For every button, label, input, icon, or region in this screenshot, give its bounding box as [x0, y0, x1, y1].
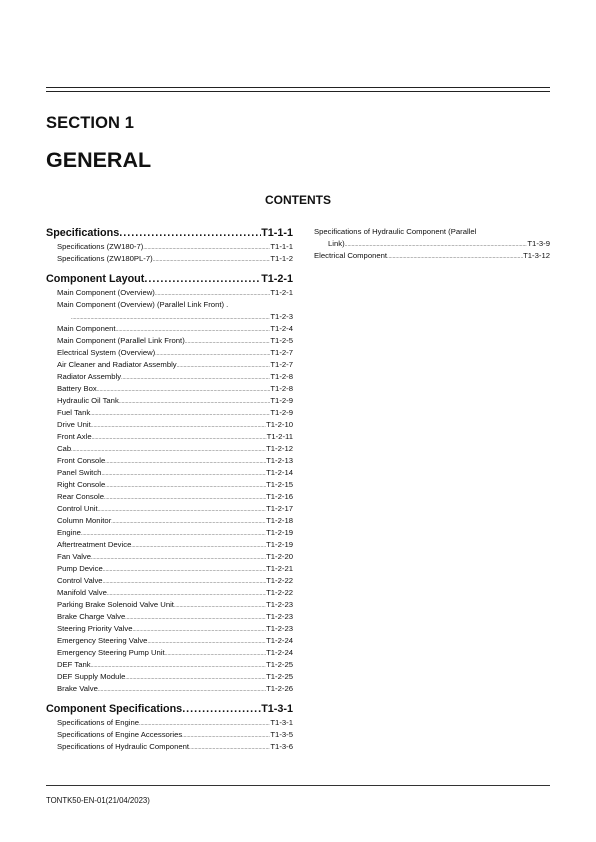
toc-entry-label: Panel Switch [57, 468, 102, 477]
toc-entry-page: T1-2-23 [266, 600, 293, 609]
toc-entry[interactable] [314, 226, 550, 250]
toc-entry[interactable] [57, 419, 293, 431]
dot-leader [98, 504, 266, 516]
dot-leader [143, 242, 270, 254]
toc-entry[interactable] [57, 335, 293, 347]
toc-entry-page: T1-2-18 [266, 516, 293, 525]
dot-leader [105, 480, 266, 492]
toc-entry-label: Front Console [57, 456, 106, 465]
contents-heading-text: CONTENTS [265, 193, 331, 207]
dot-leader [125, 612, 266, 624]
dot-leader [182, 730, 270, 742]
toc-entry[interactable] [57, 359, 293, 371]
dot-leader [91, 420, 266, 432]
toc-entry-page: T1-2-20 [266, 552, 293, 561]
dot-leader [105, 456, 266, 468]
toc-entry-label: Fan Valve [57, 552, 92, 561]
toc-group-page: T1-2-1 [261, 273, 293, 285]
toc-entry-label-continued: Link) [328, 239, 345, 248]
toc-entry-label: Specifications (ZW180PL-7) [57, 254, 153, 263]
toc-entry[interactable] [57, 611, 293, 623]
toc-entry[interactable] [57, 539, 293, 551]
toc-entry-label: Specifications of Engine [57, 718, 140, 727]
toc-entry-page: T1-2-24 [266, 648, 293, 657]
toc-entry-page: T1-2-22 [266, 588, 293, 597]
toc-entry[interactable] [57, 623, 293, 635]
toc-entry[interactable] [57, 635, 293, 647]
dot-leader [103, 564, 266, 576]
toc-entry-label: Main Component (Overview) (Parallel Link Front) . [57, 300, 229, 309]
toc-entry-label: Specifications (ZW180-7) [57, 242, 144, 251]
toc-entry-label: Right Console [57, 480, 106, 489]
toc-entry-page: T1-1-1 [270, 242, 293, 251]
dot-leader [132, 624, 266, 636]
toc-entry-page: T1-2-11 [266, 432, 293, 441]
dot-leader [189, 742, 270, 754]
toc-entry[interactable] [57, 395, 293, 407]
dot-leader [182, 701, 261, 717]
toc-entry[interactable] [57, 647, 293, 659]
toc-entry-label: Brake Charge Valve [57, 612, 126, 621]
dot-leader [111, 516, 266, 528]
dot-leader [387, 251, 523, 263]
toc-entry-label: Specifications of Hydraulic Component (Parallel [314, 227, 477, 236]
dot-leader [165, 648, 266, 660]
toc-entry[interactable] [57, 241, 293, 253]
toc-entry-page: T1-2-9 [270, 396, 293, 405]
dot-leader [144, 271, 261, 287]
toc-entry-label: Steering Priority Valve [57, 624, 133, 633]
toc-group-title: Specifications [46, 227, 120, 239]
toc-entry-page: T1-2-17 [266, 504, 293, 513]
toc-entry[interactable] [57, 599, 293, 611]
dot-leader [92, 432, 267, 444]
toc-group-title: Component Layout [46, 273, 145, 285]
dot-leader [177, 360, 271, 372]
toc-group [46, 701, 293, 753]
toc-entry[interactable] [57, 407, 293, 419]
toc-entry-page: T1-2-19 [266, 540, 293, 549]
toc-entry-page: T1-2-24 [266, 636, 293, 645]
toc-group-heading[interactable] [46, 271, 293, 287]
toc-entry-label: DEF Supply Module [57, 672, 126, 681]
dot-leader [174, 600, 266, 612]
toc-entry-label: Main Component (Parallel Link Front) [57, 336, 185, 345]
toc-entry-page: T1-2-7 [270, 348, 293, 357]
toc-entry-continuation [314, 238, 550, 250]
toc-group [46, 271, 293, 695]
toc-group-heading[interactable] [46, 701, 293, 717]
toc-entry[interactable] [57, 587, 293, 599]
toc-entry-page: T1-2-10 [266, 420, 293, 429]
toc-entry-label: Emergency Steering Valve [57, 636, 148, 645]
toc-entry-label: Control Valve [57, 576, 103, 585]
toc-entry-label: Fuel Tank [57, 408, 91, 417]
toc-group-page: T1-3-1 [261, 703, 293, 715]
toc-entry[interactable] [57, 659, 293, 671]
toc-entry[interactable] [57, 491, 293, 503]
toc-entry[interactable] [57, 515, 293, 527]
dot-leader [153, 254, 271, 266]
toc-entry-page: T1-2-8 [270, 372, 293, 381]
toc-entry-label: Radiator Assembly [57, 372, 122, 381]
toc-entry-label: Control Unit [57, 504, 98, 513]
dot-leader [103, 576, 267, 588]
toc-entry[interactable] [57, 467, 293, 479]
toc-entry-label: Electrical System (Overview) [57, 348, 156, 357]
toc-group-title: Component Specifications [46, 703, 183, 715]
toc-entry[interactable] [57, 287, 293, 299]
toc-entry[interactable] [57, 683, 293, 695]
toc-group [46, 225, 293, 265]
toc-entry-label: Air Cleaner and Radiator Assembly [57, 360, 177, 369]
toc-entry[interactable] [57, 443, 293, 455]
toc-entry-page: T1-2-23 [266, 624, 293, 633]
toc-entry[interactable] [57, 371, 293, 383]
footer-rule [46, 785, 550, 786]
toc-entry[interactable] [57, 455, 293, 467]
toc-entry-page: T1-2-22 [266, 576, 293, 585]
toc-entry-label: Manifold Valve [57, 588, 107, 597]
toc-entry-page: T1-2-1 [270, 288, 293, 297]
toc-entry[interactable] [57, 575, 293, 587]
toc-entry-label: Column Monitor [57, 516, 112, 525]
toc-entry[interactable] [57, 299, 293, 323]
toc-entry[interactable] [57, 717, 293, 729]
toc-entry-label: Specifications of Engine Accessories [57, 730, 183, 739]
toc-entry-label: Rear Console [57, 492, 105, 501]
dot-leader [147, 636, 266, 648]
dot-leader [125, 672, 266, 684]
page-title: GENERAL [46, 148, 152, 172]
toc-entry-label: Emergency Steering Pump Unit [57, 648, 165, 657]
toc-entry-page: T1-2-25 [266, 660, 293, 669]
toc-entry[interactable] [57, 551, 293, 563]
toc-entry-label: Parking Brake Solenoid Valve Unit [57, 600, 174, 609]
toc-entry[interactable] [57, 253, 293, 265]
toc-entry-page: T1-2-5 [270, 336, 293, 345]
toc-left-column [46, 225, 293, 759]
toc-entry-label: Front Axle [57, 432, 92, 441]
dot-leader [90, 408, 270, 420]
toc-entry-page: T1-2-26 [266, 684, 293, 693]
toc-entry-label: Specifications of Hydraulic Component [57, 742, 190, 751]
toc-entry-page: T1-2-14 [266, 468, 293, 477]
toc-entry-list [46, 717, 293, 753]
toc-entry-label: Drive Unit [57, 420, 91, 429]
toc-entry[interactable] [57, 431, 293, 443]
section-label: SECTION 1 [46, 114, 135, 132]
toc-entry-label: Battery Box [57, 384, 97, 393]
header-rule-bottom [46, 91, 550, 92]
header-rule-top [46, 87, 550, 88]
toc-entry-page: T1-1-2 [270, 254, 293, 263]
dot-leader [185, 336, 271, 348]
toc-entry-page: T1-2-19 [266, 528, 293, 537]
toc-entry[interactable] [57, 527, 293, 539]
toc-entry-page: T1-2-23 [266, 612, 293, 621]
toc-entry-label: Main Component (Overview) [57, 288, 155, 297]
toc-entry[interactable] [57, 741, 293, 753]
toc-entry-page: T1-2-13 [266, 456, 293, 465]
toc-entry-page: T1-2-8 [270, 384, 293, 393]
toc-entry[interactable] [57, 383, 293, 395]
toc-entry[interactable] [314, 250, 550, 262]
toc-entry-label: Main Component [57, 324, 116, 333]
toc-right-column [314, 226, 550, 262]
toc-entry-label: Brake Valve [57, 684, 98, 693]
toc-entry-list [46, 287, 293, 695]
toc-entry-page: T1-2-12 [266, 444, 293, 453]
toc-entry-page: T1-3-6 [270, 742, 293, 751]
toc-entry[interactable] [57, 729, 293, 741]
toc-entry[interactable] [57, 671, 293, 683]
toc-group-page: T1-1-1 [261, 227, 293, 239]
toc-entry[interactable] [57, 479, 293, 491]
toc-group-heading[interactable] [46, 225, 293, 241]
contents-heading [0, 193, 596, 207]
toc-entry-list [46, 241, 293, 265]
toc-entry[interactable] [57, 323, 293, 335]
toc-entry-page: T1-2-15 [266, 480, 293, 489]
toc-entry-page: T1-2-4 [270, 324, 293, 333]
dot-leader [131, 540, 266, 552]
toc-entry[interactable] [57, 563, 293, 575]
toc-entry-page: T1-3-5 [270, 730, 293, 739]
toc-entry-label: Pump Device [57, 564, 103, 573]
toc-entry-label: Hydraulic Oil Tank [57, 396, 119, 405]
toc-entry-page: T1-3-1 [270, 718, 293, 727]
toc-entry-page: T1-2-3 [270, 312, 293, 321]
toc-entry-continuation [57, 311, 293, 323]
toc-entry-page: T1-2-16 [266, 492, 293, 501]
dot-leader [91, 552, 266, 564]
dot-leader [121, 372, 270, 384]
dot-leader [119, 225, 261, 241]
dot-leader [101, 468, 266, 480]
toc-entry-page: T1-3-12 [523, 251, 550, 260]
toc-entry-label: DEF Tank [57, 660, 91, 669]
toc-entry-label: Engine [57, 528, 81, 537]
toc-entry-label: Aftertreatment Device [57, 540, 132, 549]
document-code: TONTK50-EN-01(21/04/2023) [46, 796, 150, 805]
toc-entry-page: T1-2-9 [270, 408, 293, 417]
toc-entry[interactable] [57, 503, 293, 515]
toc-entry[interactable] [57, 347, 293, 359]
toc-entry-label: Cab [57, 444, 72, 453]
toc-entry-label: Electrical Component [314, 251, 388, 260]
toc-entry-page: T1-2-21 [266, 564, 293, 573]
dot-leader [97, 384, 271, 396]
dot-leader [119, 396, 271, 408]
toc-entry-page: T1-2-25 [266, 672, 293, 681]
dot-leader [104, 492, 266, 504]
toc-entry-page: T1-3-9 [527, 239, 550, 248]
toc-entry-page: T1-2-7 [270, 360, 293, 369]
dot-leader [98, 684, 266, 696]
